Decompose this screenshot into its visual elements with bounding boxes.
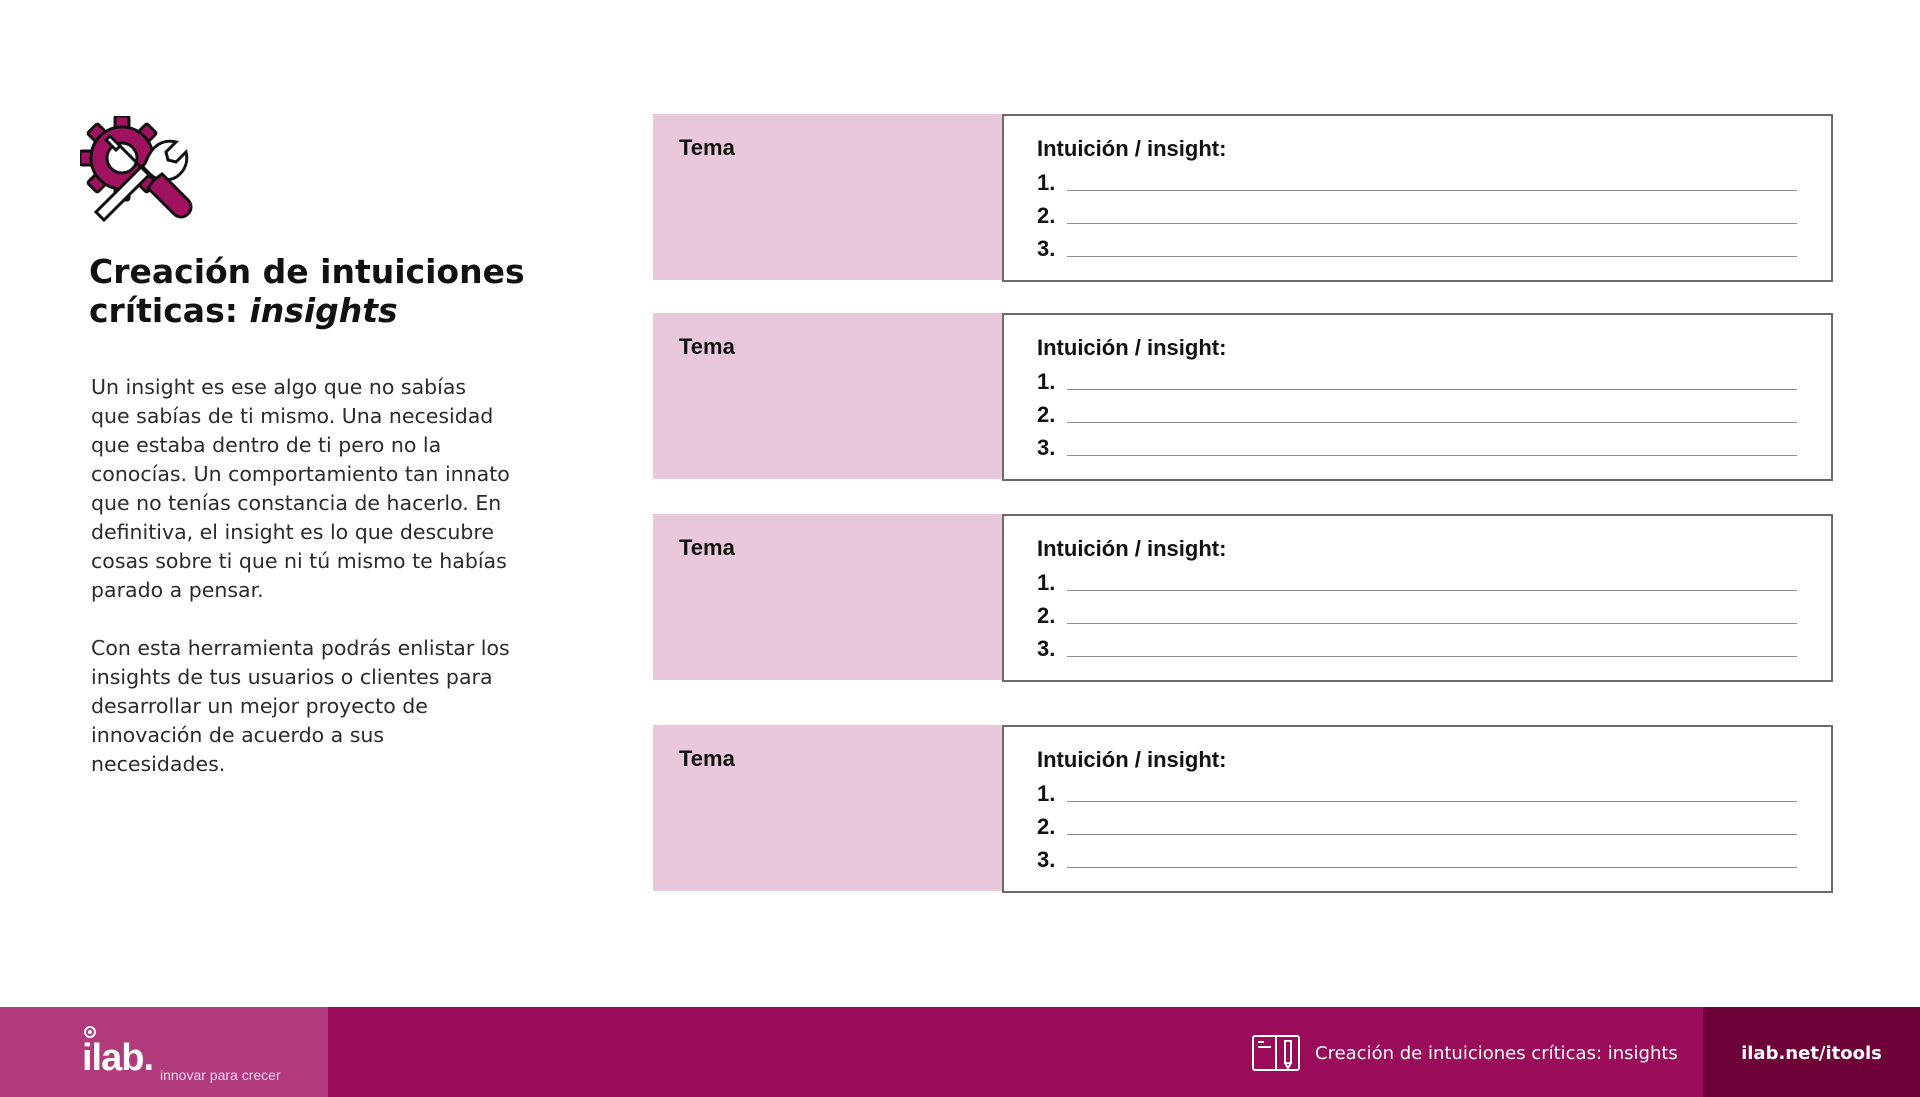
tema-label: Tema (679, 746, 735, 771)
insight-line-2[interactable] (1037, 814, 1797, 840)
line-number: 2. (1037, 402, 1056, 427)
line-rule (1067, 223, 1797, 224)
tema-label: Tema (679, 135, 735, 160)
insight-field[interactable] (1002, 313, 1833, 481)
insight-line-2[interactable] (1037, 402, 1797, 428)
footer (0, 1007, 1920, 1097)
insight-line-1[interactable] (1037, 781, 1797, 807)
insight-line-1[interactable] (1037, 570, 1797, 596)
page-title (89, 252, 559, 330)
line-rule (1067, 256, 1797, 257)
insight-label: Intuición / insight: (1037, 747, 1227, 772)
insight-field[interactable] (1002, 114, 1833, 282)
line-number: 3. (1037, 236, 1056, 261)
title-line2-prefix: críticas: (89, 291, 250, 330)
logo-wordmark: ilab. (82, 1037, 154, 1079)
line-number: 3. (1037, 435, 1056, 460)
line-rule (1067, 656, 1797, 657)
intro-paragraph-2: Con esta herramienta podrás enlistar los insights de tus usuarios o clientes para desarrollar un mejor proyecto de innovación de acuerdo a sus necesidades. (91, 636, 510, 776)
line-number: 3. (1037, 847, 1056, 872)
insight-line-3[interactable] (1037, 847, 1797, 873)
insight-field[interactable] (1002, 725, 1833, 893)
line-rule (1067, 834, 1797, 835)
line-rule (1067, 190, 1797, 191)
line-rule (1067, 590, 1797, 591)
tema-field[interactable] (653, 514, 1003, 680)
line-number: 2. (1037, 603, 1056, 628)
tema-label: Tema (679, 535, 735, 560)
line-rule (1067, 867, 1797, 868)
tema-field[interactable] (653, 313, 1003, 479)
gear-wrench-screwdriver-icon (80, 116, 198, 230)
insight-label: Intuición / insight: (1037, 136, 1227, 161)
tema-field[interactable] (653, 114, 1003, 280)
line-rule (1067, 455, 1797, 456)
insight-row (653, 514, 1831, 680)
intro-paragraph-1: Un insight es ese algo que no sabías que sabías de ti mismo. Una necesidad que estaba dentro de ti pero no la conocías. Un comportamiento tan innato que no tenías constancia de hacerlo. En definitiva, el insight es lo que descubre cosas sobre ti que ni tú mismo te habías parado a pensar. (91, 375, 510, 602)
insight-field[interactable] (1002, 514, 1833, 682)
line-number: 1. (1037, 369, 1056, 394)
title-line1: Creación de intuiciones (89, 252, 525, 291)
tema-label: Tema (679, 334, 735, 359)
line-number: 1. (1037, 781, 1056, 806)
line-number: 1. (1037, 170, 1056, 195)
insight-line-2[interactable] (1037, 603, 1797, 629)
intro-text (91, 373, 511, 808)
insight-row (653, 725, 1831, 891)
insight-line-3[interactable] (1037, 236, 1797, 262)
title-line2-emphasis: insights (249, 291, 398, 330)
tema-field[interactable] (653, 725, 1003, 891)
itools-link[interactable]: ilab.net/itools (1741, 1043, 1882, 1064)
insight-line-3[interactable] (1037, 636, 1797, 662)
insight-row (653, 313, 1831, 479)
insight-line-1[interactable] (1037, 369, 1797, 395)
insight-row (653, 114, 1831, 280)
insight-label: Intuición / insight: (1037, 335, 1227, 360)
footer-logo-area (0, 1007, 328, 1097)
line-number: 2. (1037, 814, 1056, 839)
insight-line-3[interactable] (1037, 435, 1797, 461)
line-rule (1067, 422, 1797, 423)
insight-line-1[interactable] (1037, 170, 1797, 196)
line-number: 3. (1037, 636, 1056, 661)
line-number: 1. (1037, 570, 1056, 595)
insight-label: Intuición / insight: (1037, 536, 1227, 561)
footer-caption: Creación de intuiciones críticas: insights (1315, 1043, 1678, 1064)
line-rule (1067, 623, 1797, 624)
line-rule (1067, 389, 1797, 390)
logo-tagline: innovar para crecer (160, 1067, 281, 1083)
notebook-pencil-icon (1251, 1033, 1303, 1073)
insight-line-2[interactable] (1037, 203, 1797, 229)
footer-link-area (1703, 1007, 1920, 1097)
line-number: 2. (1037, 203, 1056, 228)
line-rule (1067, 801, 1797, 802)
